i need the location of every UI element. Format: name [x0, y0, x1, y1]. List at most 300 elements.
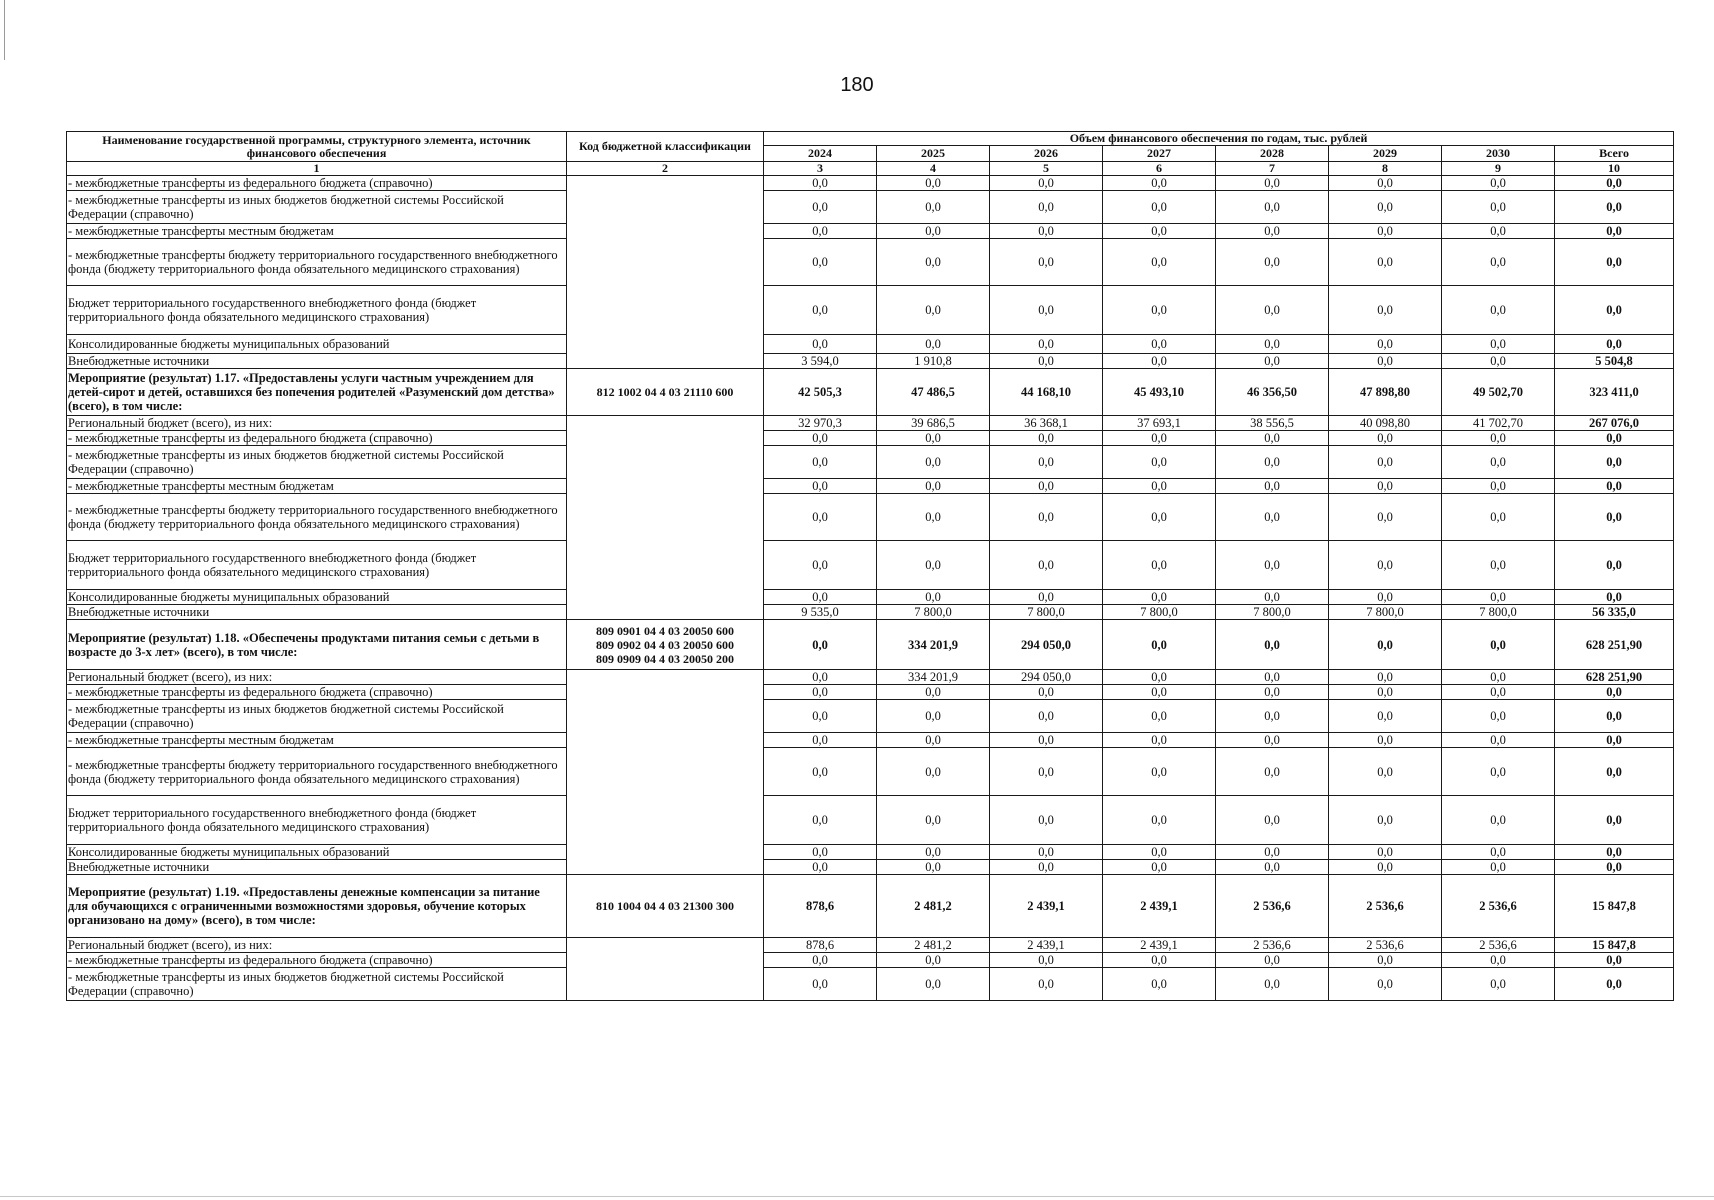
year-value-cell: 0,0 [877, 335, 990, 354]
source-name-cell: - межбюджетные трансферты бюджету территориального государственного внебюджетного фонда (бюджету территориального фонда обязательного медицинского страхования) [67, 494, 567, 541]
total-cell: 0,0 [1555, 176, 1674, 191]
year-value-cell: 0,0 [877, 748, 990, 796]
source-name-cell: Региональный бюджет (всего), из них: [67, 938, 567, 953]
source-name-cell: - межбюджетные трансферты из федерального бюджета (справочно) [67, 685, 567, 700]
total-cell: 0,0 [1555, 479, 1674, 494]
year-value-cell: 334 201,9 [877, 620, 990, 670]
year-value-cell: 0,0 [1329, 354, 1442, 369]
year-value-cell: 0,0 [1216, 479, 1329, 494]
source-name-cell: - межбюджетные трансферты из иных бюджетов бюджетной системы Российской Федерации (справочно) [67, 968, 567, 1001]
total-cell: 0,0 [1555, 968, 1674, 1001]
year-value-cell: 0,0 [990, 431, 1103, 446]
year-value-cell: 0,0 [990, 191, 1103, 224]
year-value-cell: 2 481,2 [877, 938, 990, 953]
year-value-cell: 0,0 [990, 479, 1103, 494]
year-value-cell: 0,0 [1442, 733, 1555, 748]
col-number: 6 [1103, 162, 1216, 176]
col-number: 7 [1216, 162, 1329, 176]
total-cell: 0,0 [1555, 748, 1674, 796]
year-value-cell: 0,0 [764, 953, 877, 968]
year-value-cell: 0,0 [1216, 335, 1329, 354]
year-value-cell: 9 535,0 [764, 605, 877, 620]
financing-table [66, 131, 1674, 1001]
year-value-cell: 0,0 [1442, 860, 1555, 875]
year-value-cell: 0,0 [1216, 968, 1329, 1001]
year-value-cell: 0,0 [764, 796, 877, 845]
total-cell: 0,0 [1555, 541, 1674, 590]
year-value-cell: 0,0 [1216, 845, 1329, 860]
year-value-cell: 40 098,80 [1329, 416, 1442, 431]
year-value-cell: 0,0 [1103, 239, 1216, 286]
year-value-cell: 0,0 [1329, 479, 1442, 494]
total-cell: 323 411,0 [1555, 369, 1674, 416]
year-value-cell: 0,0 [764, 479, 877, 494]
year-value-cell: 0,0 [1216, 590, 1329, 605]
year-value-cell: 47 898,80 [1329, 369, 1442, 416]
year-value-cell: 0,0 [1103, 224, 1216, 239]
year-value-cell: 0,0 [1103, 446, 1216, 479]
year-value-cell: 0,0 [1329, 685, 1442, 700]
year-value-cell: 0,0 [877, 860, 990, 875]
year-value-cell: 0,0 [764, 335, 877, 354]
total-cell: 0,0 [1555, 953, 1674, 968]
source-name-cell: Бюджет территориального государственного внебюджетного фонда (бюджет территориального фонда обязательного медицинского страхования) [67, 541, 567, 590]
year-value-cell: 0,0 [1216, 239, 1329, 286]
year-value-cell: 0,0 [990, 953, 1103, 968]
total-cell: 0,0 [1555, 796, 1674, 845]
year-value-cell: 2 439,1 [1103, 875, 1216, 938]
col-number: 2 [567, 162, 764, 176]
source-name-cell: - межбюджетные трансферты местным бюджетам [67, 224, 567, 239]
header-total: Всего [1555, 146, 1674, 162]
year-value-cell: 0,0 [1103, 953, 1216, 968]
year-value-cell: 0,0 [990, 590, 1103, 605]
table-row [67, 796, 1674, 845]
total-cell: 0,0 [1555, 700, 1674, 733]
year-value-cell: 0,0 [1103, 541, 1216, 590]
year-value-cell: 0,0 [990, 796, 1103, 845]
year-value-cell: 0,0 [1103, 176, 1216, 191]
year-value-cell: 0,0 [1442, 446, 1555, 479]
col-number: 8 [1329, 162, 1442, 176]
event-row [67, 875, 1674, 938]
year-value-cell: 0,0 [764, 845, 877, 860]
header-year: 2024 [764, 146, 877, 162]
year-value-cell: 0,0 [1103, 191, 1216, 224]
year-value-cell: 0,0 [877, 224, 990, 239]
year-value-cell: 0,0 [877, 953, 990, 968]
year-value-cell: 0,0 [1329, 494, 1442, 541]
header-year: 2030 [1442, 146, 1555, 162]
source-name-cell: Внебюджетные источники [67, 605, 567, 620]
table-row [67, 286, 1674, 335]
header-year: 2027 [1103, 146, 1216, 162]
event-row [67, 620, 1674, 670]
table-row [67, 239, 1674, 286]
year-value-cell: 0,0 [990, 733, 1103, 748]
table-row [67, 938, 1674, 953]
year-value-cell: 0,0 [1442, 541, 1555, 590]
source-name-cell: - межбюджетные трансферты бюджету территориального государственного внебюджетного фонда (бюджету территориального фонда обязательного медицинского страхования) [67, 239, 567, 286]
total-cell: 0,0 [1555, 860, 1674, 875]
table-row [67, 479, 1674, 494]
year-value-cell: 0,0 [877, 479, 990, 494]
year-value-cell: 294 050,0 [990, 670, 1103, 685]
table-row [67, 733, 1674, 748]
year-value-cell: 0,0 [1103, 968, 1216, 1001]
year-value-cell: 7 800,0 [1442, 605, 1555, 620]
scan-edge-line [4, 0, 5, 60]
table-row [67, 416, 1674, 431]
year-value-cell: 0,0 [1329, 796, 1442, 845]
source-name-cell: - межбюджетные трансферты из федерального бюджета (справочно) [67, 176, 567, 191]
year-value-cell: 39 686,5 [877, 416, 990, 431]
budget-code-cell-empty [567, 176, 764, 369]
year-value-cell: 0,0 [1442, 620, 1555, 670]
year-value-cell: 47 486,5 [877, 369, 990, 416]
year-value-cell: 0,0 [1216, 541, 1329, 590]
total-cell: 0,0 [1555, 590, 1674, 605]
year-value-cell: 0,0 [1329, 590, 1442, 605]
year-value-cell: 0,0 [877, 845, 990, 860]
year-value-cell: 0,0 [1329, 860, 1442, 875]
year-value-cell: 0,0 [1216, 860, 1329, 875]
year-value-cell: 0,0 [1103, 700, 1216, 733]
year-value-cell: 42 505,3 [764, 369, 877, 416]
year-value-cell: 2 536,6 [1216, 875, 1329, 938]
year-value-cell: 0,0 [1329, 968, 1442, 1001]
year-value-cell: 0,0 [1103, 733, 1216, 748]
table-row [67, 431, 1674, 446]
header-row-numbers [67, 162, 1674, 176]
col-number: 4 [877, 162, 990, 176]
table-row [67, 335, 1674, 354]
year-value-cell: 0,0 [1216, 191, 1329, 224]
year-value-cell: 0,0 [764, 176, 877, 191]
source-name-cell: Консолидированные бюджеты муниципальных образований [67, 335, 567, 354]
event-name-cell: Мероприятие (результат) 1.19. «Предоставлены денежные компенсации за питание для обучающихся с ограниченными возможностями здоровья, обучение которых организовано на дому» (всего), в том числе: [67, 875, 567, 938]
year-value-cell: 38 556,5 [1216, 416, 1329, 431]
year-value-cell: 44 168,10 [990, 369, 1103, 416]
header-year: 2026 [990, 146, 1103, 162]
total-cell: 0,0 [1555, 845, 1674, 860]
year-value-cell: 0,0 [1442, 224, 1555, 239]
year-value-cell: 0,0 [1103, 354, 1216, 369]
year-value-cell: 0,0 [1329, 953, 1442, 968]
year-value-cell: 49 502,70 [1442, 369, 1555, 416]
year-value-cell: 0,0 [877, 494, 990, 541]
col-number: 3 [764, 162, 877, 176]
year-value-cell: 0,0 [1442, 748, 1555, 796]
year-value-cell: 0,0 [764, 968, 877, 1001]
year-value-cell: 0,0 [1103, 620, 1216, 670]
total-cell: 0,0 [1555, 494, 1674, 541]
year-value-cell: 0,0 [990, 685, 1103, 700]
year-value-cell: 0,0 [1216, 354, 1329, 369]
table-row [67, 845, 1674, 860]
year-value-cell: 0,0 [877, 431, 990, 446]
year-value-cell: 0,0 [1442, 670, 1555, 685]
source-name-cell: Бюджет территориального государственного внебюджетного фонда (бюджет территориального фонда обязательного медицинского страхования) [67, 286, 567, 335]
year-value-cell: 0,0 [764, 286, 877, 335]
source-name-cell: Консолидированные бюджеты муниципальных образований [67, 590, 567, 605]
year-value-cell: 0,0 [990, 860, 1103, 875]
year-value-cell: 2 536,6 [1329, 875, 1442, 938]
event-name-cell: Мероприятие (результат) 1.17. «Предоставлены услуги частным учреждением для детей-сирот и детей, оставшихся без попечения родителей «Разуменский дом детства» (всего), в том числе: [67, 369, 567, 416]
year-value-cell: 0,0 [1442, 494, 1555, 541]
year-value-cell: 0,0 [1329, 431, 1442, 446]
year-value-cell: 0,0 [1216, 733, 1329, 748]
year-value-cell: 0,0 [877, 590, 990, 605]
year-value-cell: 0,0 [990, 446, 1103, 479]
scan-bottom-line [0, 1196, 1714, 1197]
table-row [67, 541, 1674, 590]
year-value-cell: 0,0 [764, 700, 877, 733]
table-row [67, 670, 1674, 685]
year-value-cell: 2 536,6 [1442, 875, 1555, 938]
year-value-cell: 0,0 [1442, 968, 1555, 1001]
table-row [67, 685, 1674, 700]
table-row [67, 860, 1674, 875]
year-value-cell: 294 050,0 [990, 620, 1103, 670]
year-value-cell: 0,0 [1329, 845, 1442, 860]
year-value-cell: 7 800,0 [1329, 605, 1442, 620]
table-body [67, 176, 1674, 1001]
year-value-cell: 0,0 [1442, 479, 1555, 494]
year-value-cell: 0,0 [877, 286, 990, 335]
year-value-cell: 0,0 [1216, 494, 1329, 541]
year-value-cell: 0,0 [877, 176, 990, 191]
year-value-cell: 0,0 [764, 431, 877, 446]
total-cell: 15 847,8 [1555, 875, 1674, 938]
year-value-cell: 0,0 [1329, 541, 1442, 590]
year-value-cell: 0,0 [1216, 700, 1329, 733]
source-name-cell: - межбюджетные трансферты из федерального бюджета (справочно) [67, 431, 567, 446]
total-cell: 0,0 [1555, 239, 1674, 286]
year-value-cell: 0,0 [764, 541, 877, 590]
year-value-cell: 0,0 [877, 796, 990, 845]
budget-code-cell-empty [567, 938, 764, 1001]
year-value-cell: 0,0 [1103, 796, 1216, 845]
header-row-top [67, 132, 1674, 146]
source-name-cell: - межбюджетные трансферты из иных бюджетов бюджетной системы Российской Федерации (справочно) [67, 191, 567, 224]
year-value-cell: 0,0 [1442, 191, 1555, 224]
year-value-cell: 0,0 [990, 748, 1103, 796]
source-name-cell: - межбюджетные трансферты местным бюджетам [67, 733, 567, 748]
table-row [67, 494, 1674, 541]
year-value-cell: 0,0 [990, 286, 1103, 335]
total-cell: 5 504,8 [1555, 354, 1674, 369]
total-cell: 628 251,90 [1555, 620, 1674, 670]
year-value-cell: 0,0 [764, 239, 877, 286]
total-cell: 0,0 [1555, 685, 1674, 700]
header-year: 2025 [877, 146, 990, 162]
year-value-cell: 878,6 [764, 875, 877, 938]
year-value-cell: 0,0 [1103, 286, 1216, 335]
col-number: 9 [1442, 162, 1555, 176]
year-value-cell: 0,0 [1103, 479, 1216, 494]
year-value-cell: 0,0 [764, 191, 877, 224]
year-value-cell: 1 910,8 [877, 354, 990, 369]
header-code: Код бюджетной классификации [567, 132, 764, 162]
year-value-cell: 2 439,1 [1103, 938, 1216, 953]
year-value-cell: 0,0 [1216, 431, 1329, 446]
budget-code-cell: 812 1002 04 4 03 21110 600 [567, 369, 764, 416]
year-value-cell: 0,0 [877, 191, 990, 224]
year-value-cell: 878,6 [764, 938, 877, 953]
source-name-cell: - межбюджетные трансферты местным бюджетам [67, 479, 567, 494]
year-value-cell: 0,0 [1103, 431, 1216, 446]
total-cell: 267 076,0 [1555, 416, 1674, 431]
total-cell: 0,0 [1555, 286, 1674, 335]
year-value-cell: 0,0 [877, 968, 990, 1001]
year-value-cell: 0,0 [1329, 620, 1442, 670]
source-name-cell: Региональный бюджет (всего), из них: [67, 416, 567, 431]
total-cell: 0,0 [1555, 733, 1674, 748]
source-name-cell: Бюджет территориального государственного внебюджетного фонда (бюджет территориального фонда обязательного медицинского страхования) [67, 796, 567, 845]
year-value-cell: 0,0 [1442, 176, 1555, 191]
year-value-cell: 0,0 [1216, 685, 1329, 700]
year-value-cell: 0,0 [1329, 335, 1442, 354]
total-cell: 0,0 [1555, 335, 1674, 354]
year-value-cell: 0,0 [1216, 796, 1329, 845]
year-value-cell: 0,0 [1216, 176, 1329, 191]
header-year: 2029 [1329, 146, 1442, 162]
year-value-cell: 45 493,10 [1103, 369, 1216, 416]
year-value-cell: 0,0 [1329, 191, 1442, 224]
header-year: 2028 [1216, 146, 1329, 162]
year-value-cell: 0,0 [1103, 748, 1216, 796]
year-value-cell: 0,0 [764, 860, 877, 875]
budget-code-cell: 810 1004 04 4 03 21300 300 [567, 875, 764, 938]
table-row [67, 953, 1674, 968]
year-value-cell: 0,0 [990, 968, 1103, 1001]
year-value-cell: 0,0 [990, 176, 1103, 191]
year-value-cell: 0,0 [1442, 845, 1555, 860]
table-row [67, 354, 1674, 369]
source-name-cell: - межбюджетные трансферты бюджету территориального государственного внебюджетного фонда (бюджету территориального фонда обязательного медицинского страхования) [67, 748, 567, 796]
year-value-cell: 0,0 [877, 685, 990, 700]
source-name-cell: Внебюджетные источники [67, 860, 567, 875]
year-value-cell: 0,0 [877, 541, 990, 590]
year-value-cell: 0,0 [990, 845, 1103, 860]
year-value-cell: 37 693,1 [1103, 416, 1216, 431]
source-name-cell: - межбюджетные трансферты из федерального бюджета (справочно) [67, 953, 567, 968]
year-value-cell: 0,0 [1216, 748, 1329, 796]
year-value-cell: 2 439,1 [990, 875, 1103, 938]
budget-code-cell: 809 0901 04 4 03 20050 600 809 0902 04 4 03 20050 600 809 0909 04 4 03 20050 200 [567, 620, 764, 670]
year-value-cell: 0,0 [1442, 239, 1555, 286]
year-value-cell: 0,0 [764, 446, 877, 479]
table-row [67, 748, 1674, 796]
year-value-cell: 0,0 [1442, 335, 1555, 354]
header-name: Наименование государственной программы, структурного элемента, источник финансового обеспечения [67, 132, 567, 162]
year-value-cell: 2 536,6 [1329, 938, 1442, 953]
year-value-cell: 0,0 [1329, 224, 1442, 239]
event-name-cell: Мероприятие (результат) 1.18. «Обеспечены продуктами питания семьи с детьми в возрасте до 3-х лет» (всего), в том числе: [67, 620, 567, 670]
year-value-cell: 41 702,70 [1442, 416, 1555, 431]
year-value-cell: 0,0 [764, 620, 877, 670]
year-value-cell: 0,0 [1442, 700, 1555, 733]
total-cell: 628 251,90 [1555, 670, 1674, 685]
year-value-cell: 0,0 [1442, 431, 1555, 446]
table-row [67, 176, 1674, 191]
year-value-cell: 2 536,6 [1216, 938, 1329, 953]
year-value-cell: 32 970,3 [764, 416, 877, 431]
col-number: 5 [990, 162, 1103, 176]
year-value-cell: 0,0 [764, 494, 877, 541]
year-value-cell: 0,0 [1329, 446, 1442, 479]
year-value-cell: 2 439,1 [990, 938, 1103, 953]
year-value-cell: 0,0 [764, 670, 877, 685]
year-value-cell: 0,0 [1216, 286, 1329, 335]
year-value-cell: 0,0 [877, 700, 990, 733]
year-value-cell: 0,0 [764, 224, 877, 239]
year-value-cell: 0,0 [1442, 286, 1555, 335]
year-value-cell: 0,0 [764, 685, 877, 700]
year-value-cell: 0,0 [764, 590, 877, 605]
year-value-cell: 0,0 [990, 541, 1103, 590]
source-name-cell: Консолидированные бюджеты муниципальных образований [67, 845, 567, 860]
table-row [67, 191, 1674, 224]
event-row [67, 369, 1674, 416]
year-value-cell: 0,0 [1103, 494, 1216, 541]
year-value-cell: 0,0 [1329, 700, 1442, 733]
col-number: 10 [1555, 162, 1674, 176]
year-value-cell: 0,0 [1329, 748, 1442, 796]
year-value-cell: 0,0 [1329, 286, 1442, 335]
total-cell: 56 335,0 [1555, 605, 1674, 620]
year-value-cell: 0,0 [990, 354, 1103, 369]
source-name-cell: Внебюджетные источники [67, 354, 567, 369]
year-value-cell: 2 536,6 [1442, 938, 1555, 953]
total-cell: 0,0 [1555, 191, 1674, 224]
source-name-cell: - межбюджетные трансферты из иных бюджетов бюджетной системы Российской Федерации (справочно) [67, 446, 567, 479]
year-value-cell: 2 481,2 [877, 875, 990, 938]
source-name-cell: Региональный бюджет (всего), из них: [67, 670, 567, 685]
table-row [67, 605, 1674, 620]
table-row [67, 968, 1674, 1001]
col-number: 1 [67, 162, 567, 176]
year-value-cell: 0,0 [1103, 685, 1216, 700]
year-value-cell: 46 356,50 [1216, 369, 1329, 416]
year-value-cell: 0,0 [1103, 590, 1216, 605]
year-value-cell: 0,0 [1216, 446, 1329, 479]
year-value-cell: 334 201,9 [877, 670, 990, 685]
year-value-cell: 0,0 [1442, 953, 1555, 968]
year-value-cell: 3 594,0 [764, 354, 877, 369]
header-volume: Объем финансового обеспечения по годам, тыс. рублей [764, 132, 1674, 146]
total-cell: 0,0 [1555, 224, 1674, 239]
year-value-cell: 0,0 [990, 335, 1103, 354]
page-number: 180 [840, 74, 874, 96]
year-value-cell: 0,0 [1329, 733, 1442, 748]
year-value-cell: 0,0 [1103, 335, 1216, 354]
year-value-cell: 0,0 [877, 733, 990, 748]
total-cell: 15 847,8 [1555, 938, 1674, 953]
year-value-cell: 0,0 [1103, 670, 1216, 685]
year-value-cell: 0,0 [990, 494, 1103, 541]
total-cell: 0,0 [1555, 446, 1674, 479]
year-value-cell: 0,0 [764, 748, 877, 796]
year-value-cell: 0,0 [990, 224, 1103, 239]
table-row [67, 446, 1674, 479]
year-value-cell: 0,0 [990, 700, 1103, 733]
source-name-cell: - межбюджетные трансферты из иных бюджетов бюджетной системы Российской Федерации (справочно) [67, 700, 567, 733]
year-value-cell: 36 368,1 [990, 416, 1103, 431]
year-value-cell: 0,0 [990, 239, 1103, 286]
year-value-cell: 0,0 [1329, 670, 1442, 685]
